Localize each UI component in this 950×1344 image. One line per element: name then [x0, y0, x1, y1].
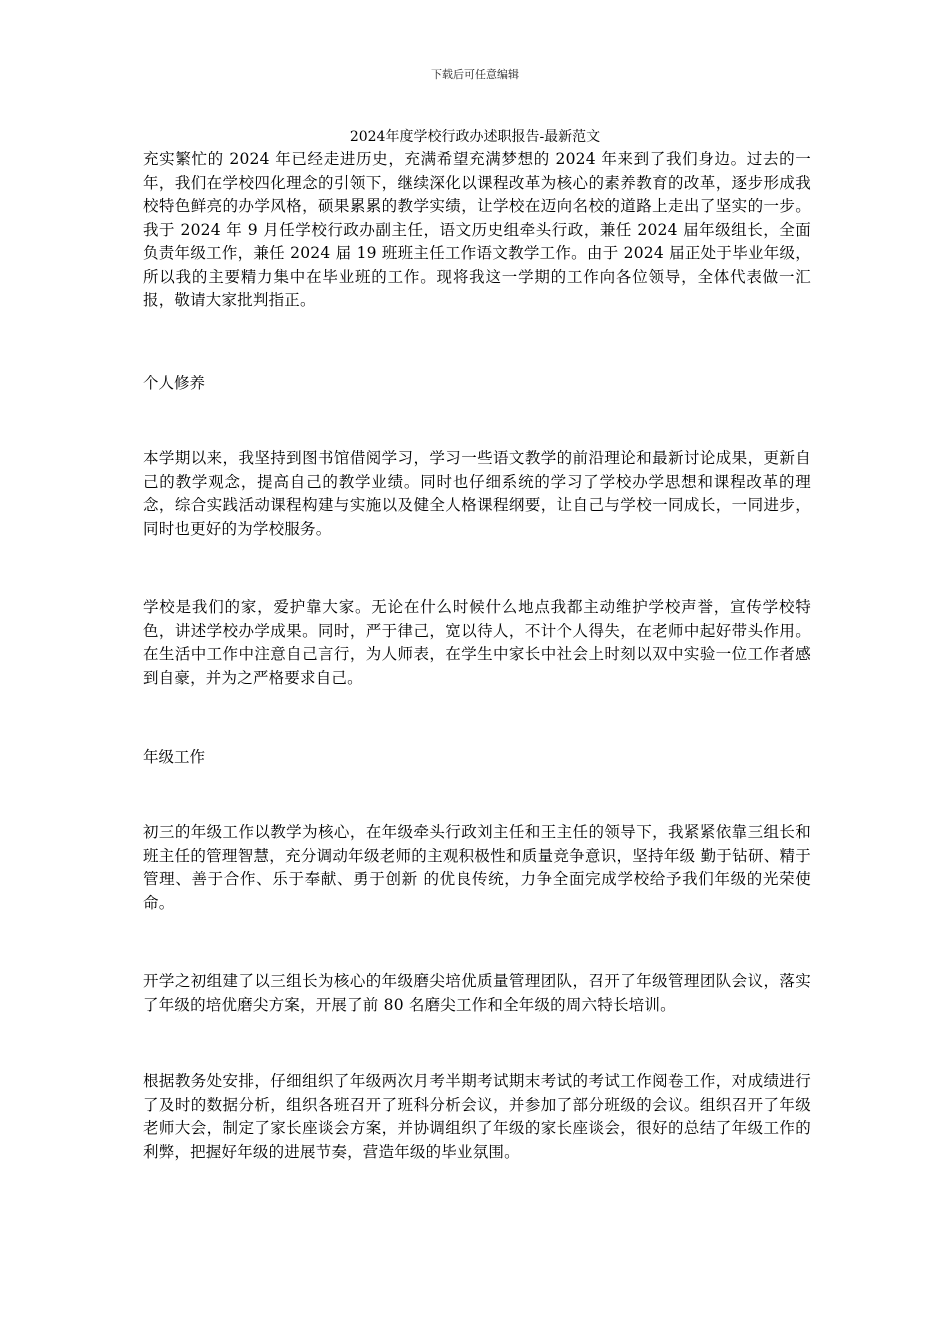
- paragraph-study: 本学期以来，我坚持到图书馆借阅学习，学习一些语文教学的前沿理论和最新讨论成果，更新自己的教学观念，提高自己的教学业绩。同时也仔细系统的学习了学校办学思想和课程改革的理念，综合实践活动课程构建与实施以及健全人格课程纲要，让自己与学校一同成长，一同进步，同时也更好的为学校服务。: [143, 449, 811, 538]
- section-heading-personal: 个人修养: [143, 374, 206, 392]
- paragraph-intro: 充实繁忙的 2024 年已经走进历史，充满希望充满梦想的 2024 年来到了我们身边。过去的一年，我们在学校四化理念的引领下，继续深化以课程改革为核心的素养教育的改革，逐步形成我校特色鲜亮的办学风格，硕果累累的教学实绩，让学校在迈向名校的道路上走出了坚实的一步。我于 2024 年 9 月任学校行政办副主任，语文历史组牵头行政，兼任 2024 届年级组长，全面负责年级工作，兼任 2024 届 19 班班主任工作语文教学工作。由于 2024 届正处于毕业年级，所以我的主要精力集中在毕业班的工作。现将我这一学期的工作向各位领导，全体代表做一汇报，敬请大家批判指正。: [143, 150, 811, 309]
- paragraph-school-home: 学校是我们的家，爱护靠大家。无论在什么时候什么地点我都主动维护学校声誉，宣传学校特色，讲述学校办学成果。同时，严于律己，宽以待人，不计个人得失，在老师中起好带头作用。在生活中工作中注意自己言行，为人师表，在学生中家长中社会上时刻以双中实验一位工作者感到自豪，并为之严格要求自己。: [143, 598, 811, 687]
- document-title: 2024年度学校行政办述职报告-最新范文: [349, 129, 601, 145]
- paragraph-team: 开学之初组建了以三组长为核心的年级磨尖培优质量管理团队，召开了年级管理团队会议，落实了年级的培优磨尖方案，开展了前 80 名磨尖工作和全年级的周六特长培训。: [143, 972, 811, 1014]
- section-heading-grade-work: 年级工作: [143, 748, 206, 766]
- paragraph-grade-core: 初三的年级工作以教学为核心，在年级牵头行政刘主任和王主任的领导下，我紧紧依靠三组长和班主任的管理智慧，充分调动年级老师的主观积极性和质量竞争意识，坚持年级 勤于钻研、精于管理、善于合作、乐于奉献、勇于创新 的优良传统，力争全面完成学校给予我们年级的光荣使命。: [143, 823, 811, 912]
- paragraph-exams: 根据教务处安排，仔细组织了年级两次月考半期考试期末考试的考试工作阅卷工作，对成绩进行了及时的数据分析，组织各班召开了班科分析会议，并参加了部分班级的会议。组织召开了年级老师大会，制定了家长座谈会方案，并协调组织了年级的家长座谈会，很好的总结了年级工作的利弊，把握好年级的进展节奏，营造年级的毕业氛围。: [143, 1072, 811, 1161]
- header-note: 下载后可任意编辑: [431, 68, 519, 81]
